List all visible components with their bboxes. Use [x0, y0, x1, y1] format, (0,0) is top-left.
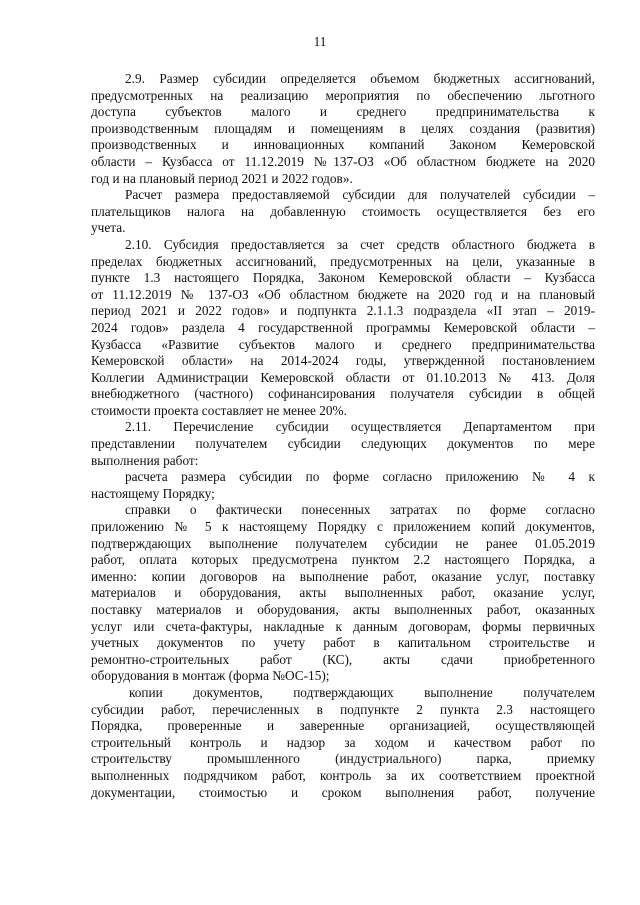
text-line: выполнения работ:	[91, 452, 199, 468]
text-line: производственных и инновационных компаний Законом Кемеровской	[91, 137, 595, 153]
text-line: ремонтно-строительных работ (КС), акты сдачи приобретенного	[91, 651, 595, 667]
text-line: справки о фактически понесенных затратах по форме согласно	[125, 502, 595, 518]
page-number: 11	[313, 34, 327, 49]
text-line: работ, оплата которых предусмотрена пунктом 2.2 настоящего Порядка, а	[91, 552, 595, 568]
text-line: 2024 годов» раздела 4 государственной программы Кемеровской области –	[91, 319, 595, 335]
text-line: 2.10. Субсидия предоставляется за счет средств областного бюджета в	[125, 236, 595, 252]
text-line: строительный контроль и надзор за ходом и качеством работ по	[91, 734, 595, 750]
document-body	[91, 71, 595, 801]
text-line: год и на плановый период 2021 и 2022 годов».	[91, 170, 353, 186]
text-line: строительству промышленного (индустриального) парка, приемку	[91, 751, 595, 767]
text-line: 2.9. Размер субсидии определяется объемом бюджетных ассигнований,	[125, 71, 595, 86]
text-line: Порядка, проверенные и заверенные организацией, осуществляющей	[91, 718, 595, 734]
text-line: стоимости проекта составляет не менее 20%.	[91, 402, 347, 418]
text-line: 2.11. Перечисление субсидии осуществляется Департаментом при	[125, 419, 595, 435]
text-line: документации, стоимостью и сроком выполнения работ, получение	[91, 784, 595, 800]
text-line: пункте 1.3 настоящего Порядка, Законом Кемеровской области – Кузбасса	[91, 270, 595, 286]
text-line: учетных документов по учету работ в капитальном строительстве и	[91, 635, 595, 651]
text-line: внебюджетного (частного) софинансирования получателя субсидии в общей	[91, 386, 595, 402]
text-line: материалов и оборудования, акты выполненных работ, оказание услуг,	[91, 585, 595, 601]
text-line: плательщиков налога на добавленную стоимость осуществляется без его	[91, 203, 595, 219]
text-line: приложению № 5 к настоящему Порядку с приложением копий документов,	[91, 519, 595, 535]
text-line: от 11.12.2019 № 137-ОЗ «Об областном бюджете на 2020 год и на плановый	[91, 286, 595, 302]
text-line: Расчет размера предоставляемой субсидии для получателей субсидии –	[125, 187, 595, 203]
text-line: учета.	[91, 220, 126, 236]
text-line: представлении получателем субсидии следующих документов по мере	[91, 436, 595, 452]
text-line: доступа субъектов малого и среднего предпринимательства к	[91, 104, 595, 120]
text-line: выполненных подрядчиком работ, контроль за их соответствием проектной	[91, 767, 595, 783]
text-line: Коллегии Администрации Кемеровской области от 01.10.2013 № 413. Доля	[91, 369, 595, 385]
text-line: копии документов, подтверждающих выполнение получателем	[129, 684, 595, 700]
text-line: пределах бюджетных ассигнований, предусмотренных на цели, указанные в	[91, 253, 595, 269]
text-line: субсидии работ, перечисленных в подпункте 2 пункта 2.3 настоящего	[91, 701, 595, 717]
text-line: расчета размера субсидии по форме согласно приложению № 4 к	[125, 469, 595, 485]
text-line: предусмотренных на реализацию мероприятия по обеспечению льготного	[91, 87, 595, 103]
text-line: Кузбасса «Развитие субъектов малого и среднего предпринимательства	[91, 336, 595, 352]
text-line: производственным площадям и помещениям в целях создания (развития)	[91, 120, 595, 136]
text-line: Кемеровской области» на 2014-2024 годы, утвержденной постановлением	[91, 353, 595, 369]
text-line: области – Кузбасса от 11.12.2019 №137-ОЗ «Об областном бюджете на 2020	[91, 153, 595, 169]
text-line: подтверждающих выполнение получателем субсидии не ранее 01.05.2019	[91, 535, 595, 551]
text-line: период 2021 и 2022 годов» и подпункта 2.1.1.3 подраздела «II этап – 2019-	[91, 303, 595, 319]
text-line: услуг или счета-фактуры, накладные к данным договорам, формы первичных	[91, 618, 595, 634]
text-line: настоящему Порядку;	[91, 485, 215, 501]
text-line: оборудования в монтаж (форма №ОС-15);	[91, 668, 330, 684]
text-line: поставку материалов и оборудования, акты выполненных работ, оказанных	[91, 602, 595, 617]
text-line: именно: копии договоров на выполнение работ, оказание услуг, поставку	[91, 568, 595, 584]
